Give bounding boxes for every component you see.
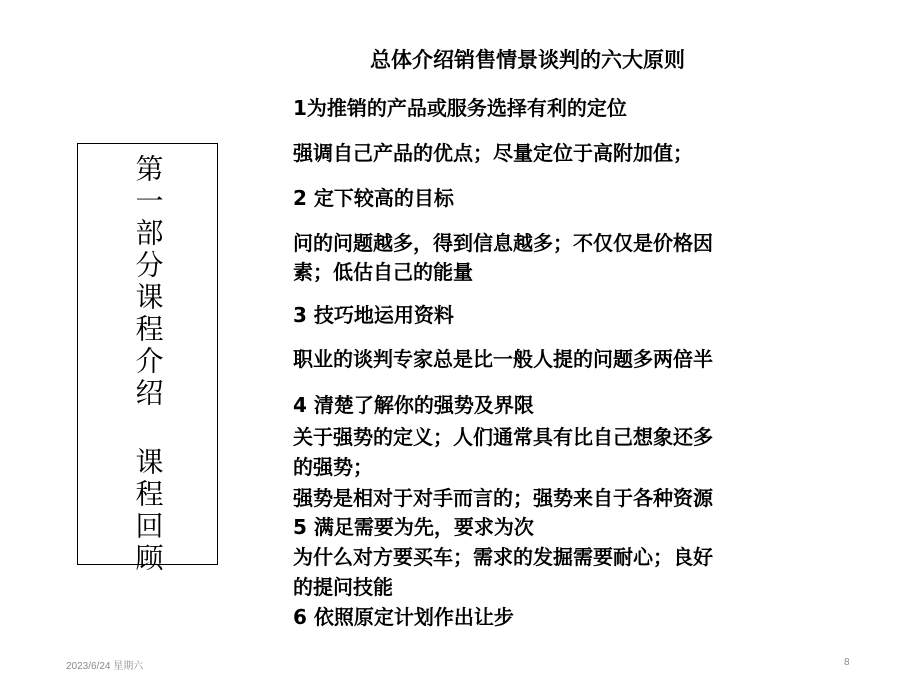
principle-5-detail-2: 的提问技能 (293, 575, 393, 599)
section-title-box (77, 143, 218, 575)
page-number: 8 (844, 657, 850, 668)
principle-1-heading: 1为推销的产品或服务选择有利的定位 (293, 96, 627, 120)
principle-3-detail: 职业的谈判专家总是比一般人提的问题多两倍半 (293, 347, 713, 371)
principle-4-heading: 4 清楚了解你的强势及界限 (293, 393, 534, 417)
principle-4-detail-2: 的强势； (293, 455, 373, 479)
section-title: 第一部分课程介绍 课程回顾 (131, 154, 165, 575)
principle-2-detail-1: 问的问题越多，得到信息越多；不仅仅是价格因 (293, 231, 713, 255)
principle-2-heading: 2 定下较高的目标 (293, 186, 454, 210)
principle-5-detail-1: 为什么对方要买车；需求的发掘需要耐心；良好 (293, 545, 713, 569)
principle-4-detail-1: 关于强势的定义；人们通常具有比自己想象还多 (293, 425, 713, 449)
principle-2-detail-2: 素；低估自己的能量 (293, 260, 473, 284)
principle-3-heading: 3 技巧地运用资料 (293, 303, 454, 327)
principle-1-detail: 强调自己产品的优点；尽量定位于高附加值； (293, 141, 693, 165)
principle-5-heading: 5 满足需要为先，要求为次 (293, 515, 534, 539)
principle-6-heading: 6 依照原定计划作出让步 (293, 605, 514, 629)
footer-date: 2023/6/24 星期六 (66, 661, 144, 672)
slide-title: 总体介绍销售情景谈判的六大原则 (370, 48, 685, 72)
principle-4-detail-3: 强势是相对于对手而言的；强势来自于各种资源 (293, 486, 713, 510)
